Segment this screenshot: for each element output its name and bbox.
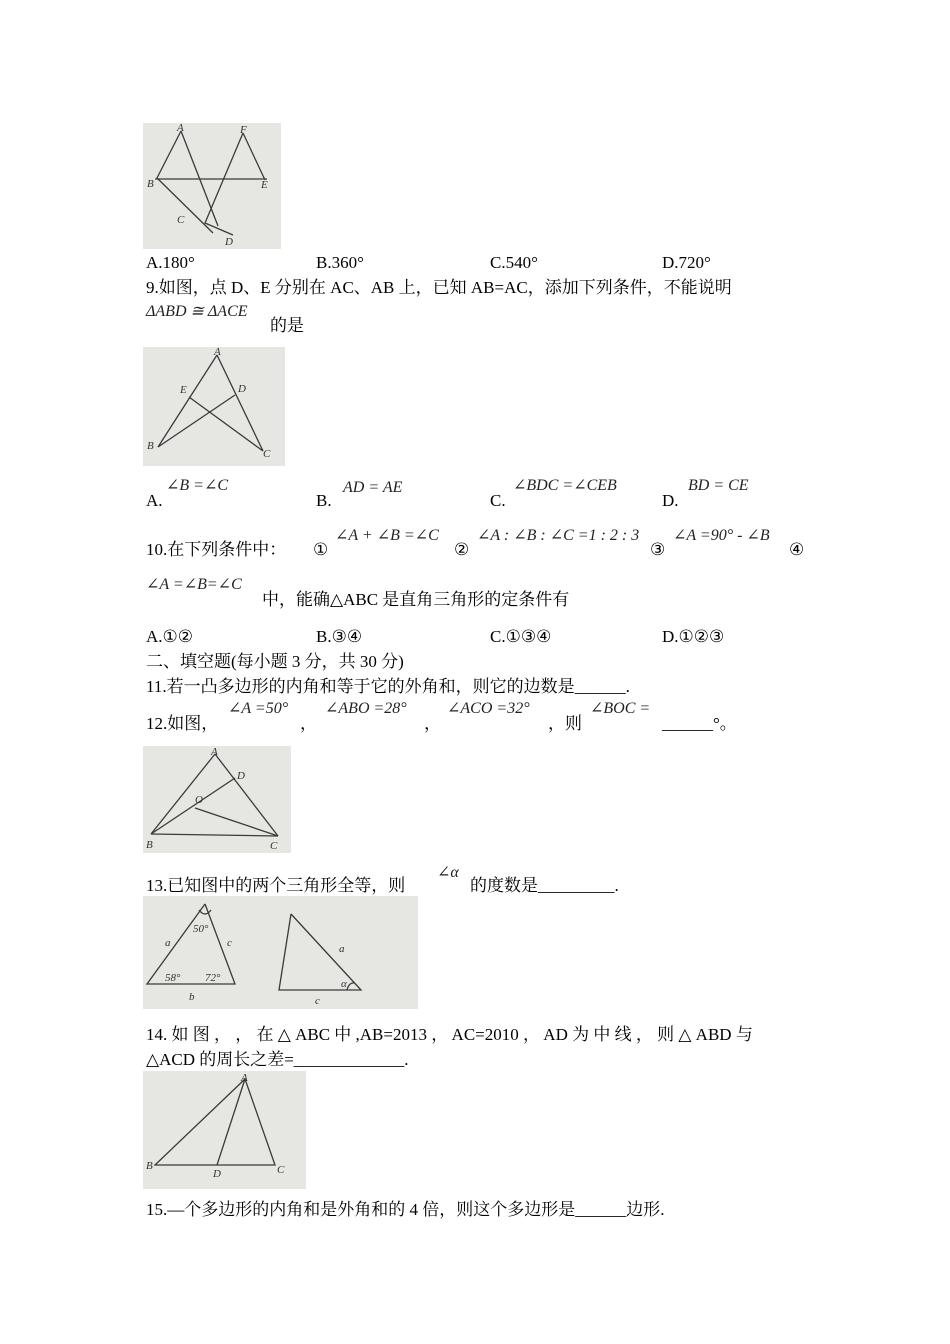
q14-label-1: B (146, 1160, 153, 1172)
q13-prefix: 13.已知图中的两个三角形全等，则 (146, 876, 406, 895)
q12-sep-3: ，则 (548, 714, 582, 733)
q8-line-a (157, 131, 213, 233)
q12-figure (143, 746, 291, 853)
q10-marker-4: ④ (789, 540, 805, 559)
q10-condition-1: ∠A + ∠B =∠C (335, 527, 439, 544)
q10-stem-tail: 中，能确△ABC 是直角三角形的定条件有 (262, 590, 570, 609)
q13-label-4: 72° (205, 972, 221, 984)
q12-math-4: ∠BOC = (590, 700, 651, 717)
q8-option-c[interactable]: C.540° (490, 253, 538, 272)
q9-stem-math: ΔABD ≅ ΔACE (146, 303, 248, 320)
q12-label-3: B (146, 839, 153, 851)
q8-label-5: D (225, 236, 233, 248)
q8-option-b[interactable]: B.360° (316, 253, 364, 272)
q12-line-bd (151, 778, 235, 834)
q12-math-2: ∠ABO =28° (325, 700, 407, 717)
q11-text: 11.若一凸多边形的内角和等于它的外角和，则它的边数是______. (146, 677, 630, 696)
q14-label-0: A (241, 1072, 248, 1084)
q9-option-d-math[interactable]: BD = CE (688, 477, 749, 494)
q13-label-3: 58° (165, 972, 181, 984)
q12-line-oc (195, 808, 278, 836)
q9-label-1: E (180, 384, 187, 396)
q10-option-b[interactable]: B.③④ (316, 627, 363, 646)
q13-label-2: c (227, 937, 232, 949)
q10-option-a[interactable]: A.①② (146, 627, 194, 646)
q13-label-7: c (315, 995, 320, 1007)
q8-label-4: C (177, 214, 185, 226)
q8-option-d[interactable]: D.720° (662, 253, 711, 272)
q12-math-1: ∠A =50° (228, 700, 289, 717)
q10-marker-3: ③ (650, 540, 666, 559)
q10-condition-4: ∠A =∠B=∠C (146, 576, 242, 593)
q9-label-2: D (238, 383, 246, 395)
q8-label-1: F (240, 124, 247, 136)
q9-option-b-letter[interactable]: B. (316, 491, 332, 510)
q14-triangle (155, 1079, 275, 1165)
q13-triangle-1 (147, 904, 235, 984)
q8-label-0: A (177, 123, 184, 134)
q10-condition-3: ∠A =90° - ∠B (673, 527, 770, 544)
q13-label-0: 50° (193, 923, 209, 935)
q9-stem: 9.如图，点 D、E 分别在 AC、AB 上，已知 AB=AC，添加下列条件，不能说明 (146, 278, 732, 297)
q12-sep-2: ， (424, 714, 441, 733)
q14-label-2: D (213, 1168, 221, 1180)
q14-figure (143, 1071, 306, 1189)
q8-option-a[interactable]: A.180° (146, 253, 195, 272)
q12-prefix: 12.如图， (146, 714, 219, 733)
q9-option-a-letter[interactable]: A. (146, 491, 163, 510)
q12-math-3: ∠ACO =32° (447, 700, 530, 717)
q8-figure (143, 123, 281, 249)
section2-heading: 二、填空题(每小题 3 分，共 30 分) (146, 652, 404, 671)
q10-marker-2: ② (454, 540, 470, 559)
q13-figure (143, 896, 418, 1009)
q9-line-ce (189, 397, 263, 451)
q13-triangle-2 (279, 914, 361, 990)
q13-angle-arc-2 (347, 983, 355, 990)
q9-option-c-letter[interactable]: C. (490, 491, 506, 510)
q14-label-3: C (277, 1164, 285, 1176)
q8-label-3: E (261, 179, 268, 191)
q9-option-b-math[interactable]: AD = AE (343, 479, 403, 496)
q12-line-bc (151, 834, 278, 836)
q12-sep-1: ， (300, 714, 317, 733)
q9-label-0: A (214, 347, 221, 358)
q13-blank[interactable]: 的度数是_________. (470, 876, 619, 895)
q9-stem-tail: 的是 (270, 316, 304, 335)
q10-marker-1: ① (313, 540, 329, 559)
q8-line-f (205, 133, 243, 235)
q10-stem: 10.在下列条件中： (146, 540, 287, 559)
q13-label-6: a (339, 943, 345, 955)
q10-condition-2: ∠A : ∠B : ∠C =1 : 2 : 3 (477, 527, 640, 544)
q12-label-4: C (270, 840, 278, 852)
q12-label-0: A (211, 746, 218, 758)
q12-line-ac (215, 754, 278, 836)
q10-option-d[interactable]: D.①②③ (662, 627, 725, 646)
q9-line-ab (158, 355, 217, 447)
q12-line-ab (151, 754, 215, 834)
q9-label-4: C (263, 448, 271, 460)
q13-label-5: b (189, 991, 195, 1003)
q9-option-a-math[interactable]: ∠B =∠C (166, 477, 229, 494)
q13-label-1: a (165, 937, 171, 949)
q14-line2: △ACD 的周长之差=_____________. (146, 1050, 409, 1069)
q15-text: 15.—个多边形的内角和是外角和的 4 倍，则这个多边形是______边形. (146, 1200, 665, 1219)
q8-label-2: B (147, 178, 154, 190)
q8-line-fe (243, 133, 265, 180)
q14-line1: 14. 如 图 ， ， 在 △ ABC 中 ,AB=2013 ， AC=2010 ， AD 为 中 线 ， 则 △ ABD 与 (146, 1025, 753, 1044)
q9-label-3: B (147, 440, 154, 452)
q9-figure (143, 347, 285, 466)
q12-label-2: O (195, 794, 203, 806)
q12-label-1: D (237, 770, 245, 782)
q12-blank[interactable]: ______°。 (662, 714, 737, 733)
q9-option-d-letter[interactable]: D. (662, 491, 679, 510)
q9-option-c-math[interactable]: ∠BDC =∠CEB (513, 477, 617, 494)
q13-math: ∠α (437, 864, 459, 881)
q10-option-c[interactable]: C.①③④ (490, 627, 552, 646)
q13-label-8: α (341, 978, 347, 990)
